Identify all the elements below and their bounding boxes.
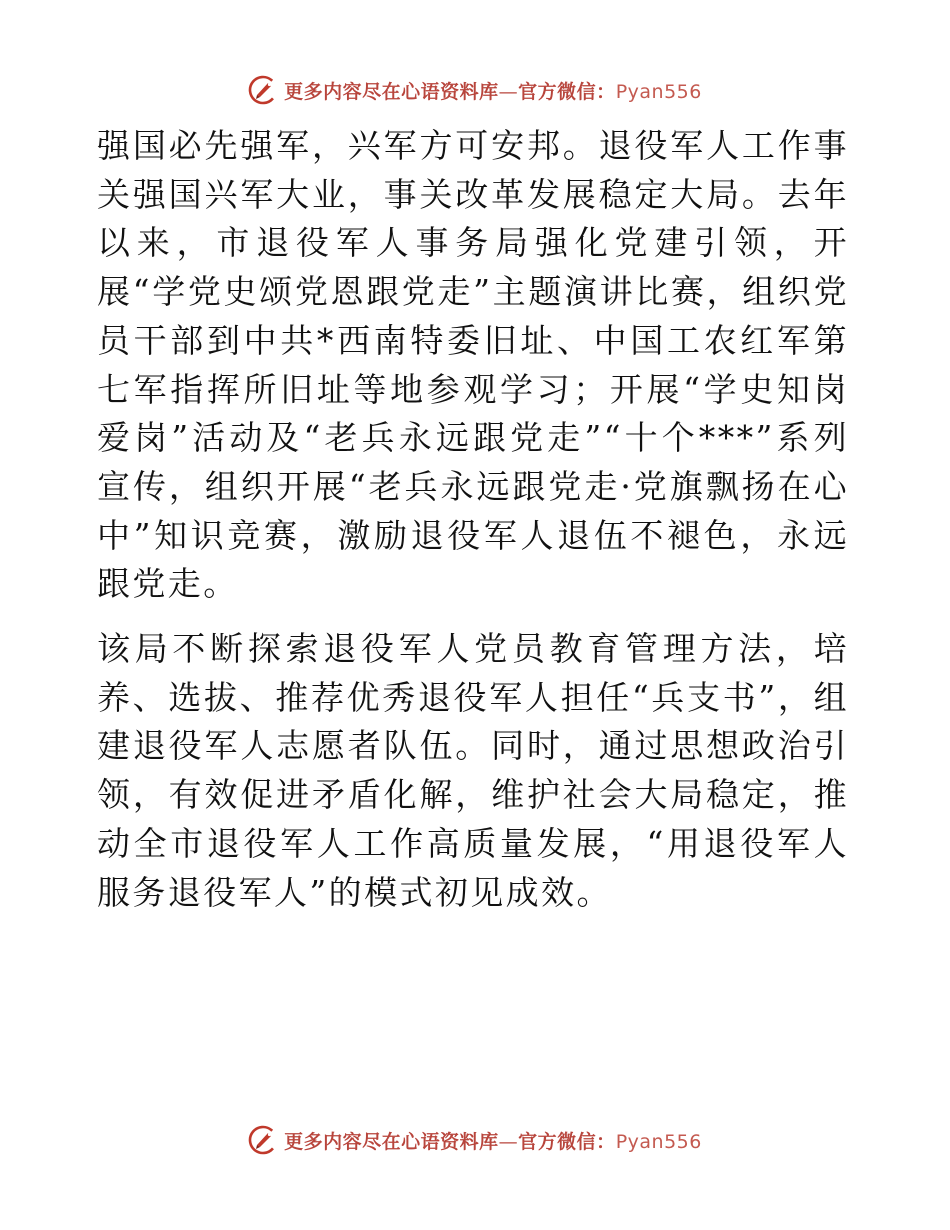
header-banner	[0, 70, 950, 110]
footer-banner-text	[284, 1127, 702, 1154]
library-logo-icon	[248, 1125, 278, 1155]
header-banner-separator: —	[498, 80, 519, 103]
footer-banner-separator: —	[498, 1130, 519, 1153]
library-logo-icon	[248, 75, 278, 105]
document-body	[97, 122, 849, 917]
body-paragraph-1: 强国必先强军，兴军方可安邦。退役军人工作事关强国兴军大业，事关改革发展稳定大局。去年以来，市退役军人事务局强化党建引领，开展“学党史颂党恩跟党走”主题演讲比赛，组织党员干部到中共*西南特委旧址、中国工农红军第七军指挥所旧址等地参观学习；开展“学史知岗爱岗”活动及“老兵永远跟党走”“十个***”系列宣传，组织开展“老兵永远跟党走·党旗飘扬在心中”知识竞赛，激励退役军人退伍不褪色，永远跟党走。	[97, 126, 849, 604]
header-banner-title: 更多内容尽在心语资料库	[284, 80, 499, 103]
header-banner-wechat-id: Pyan556	[615, 80, 702, 103]
footer-banner	[0, 1120, 950, 1160]
footer-banner-wechat-label: 官方微信：	[518, 1130, 616, 1153]
header-banner-text	[284, 77, 702, 104]
footer-banner-wechat-id: Pyan556	[615, 1130, 702, 1153]
footer-banner-title: 更多内容尽在心语资料库	[284, 1130, 499, 1153]
body-paragraph-2: 该局不断探索退役军人党员教育管理方法，培养、选拔、推荐优秀退役军人担任“兵支书”，组建退役军人志愿者队伍。同时，通过思想政治引领，有效促进矛盾化解，维护社会大局稳定，推动全市退役军人工作高质量发展，“用退役军人服务退役军人”的模式初见成效。	[97, 629, 849, 912]
header-banner-wechat-label: 官方微信：	[518, 80, 616, 103]
